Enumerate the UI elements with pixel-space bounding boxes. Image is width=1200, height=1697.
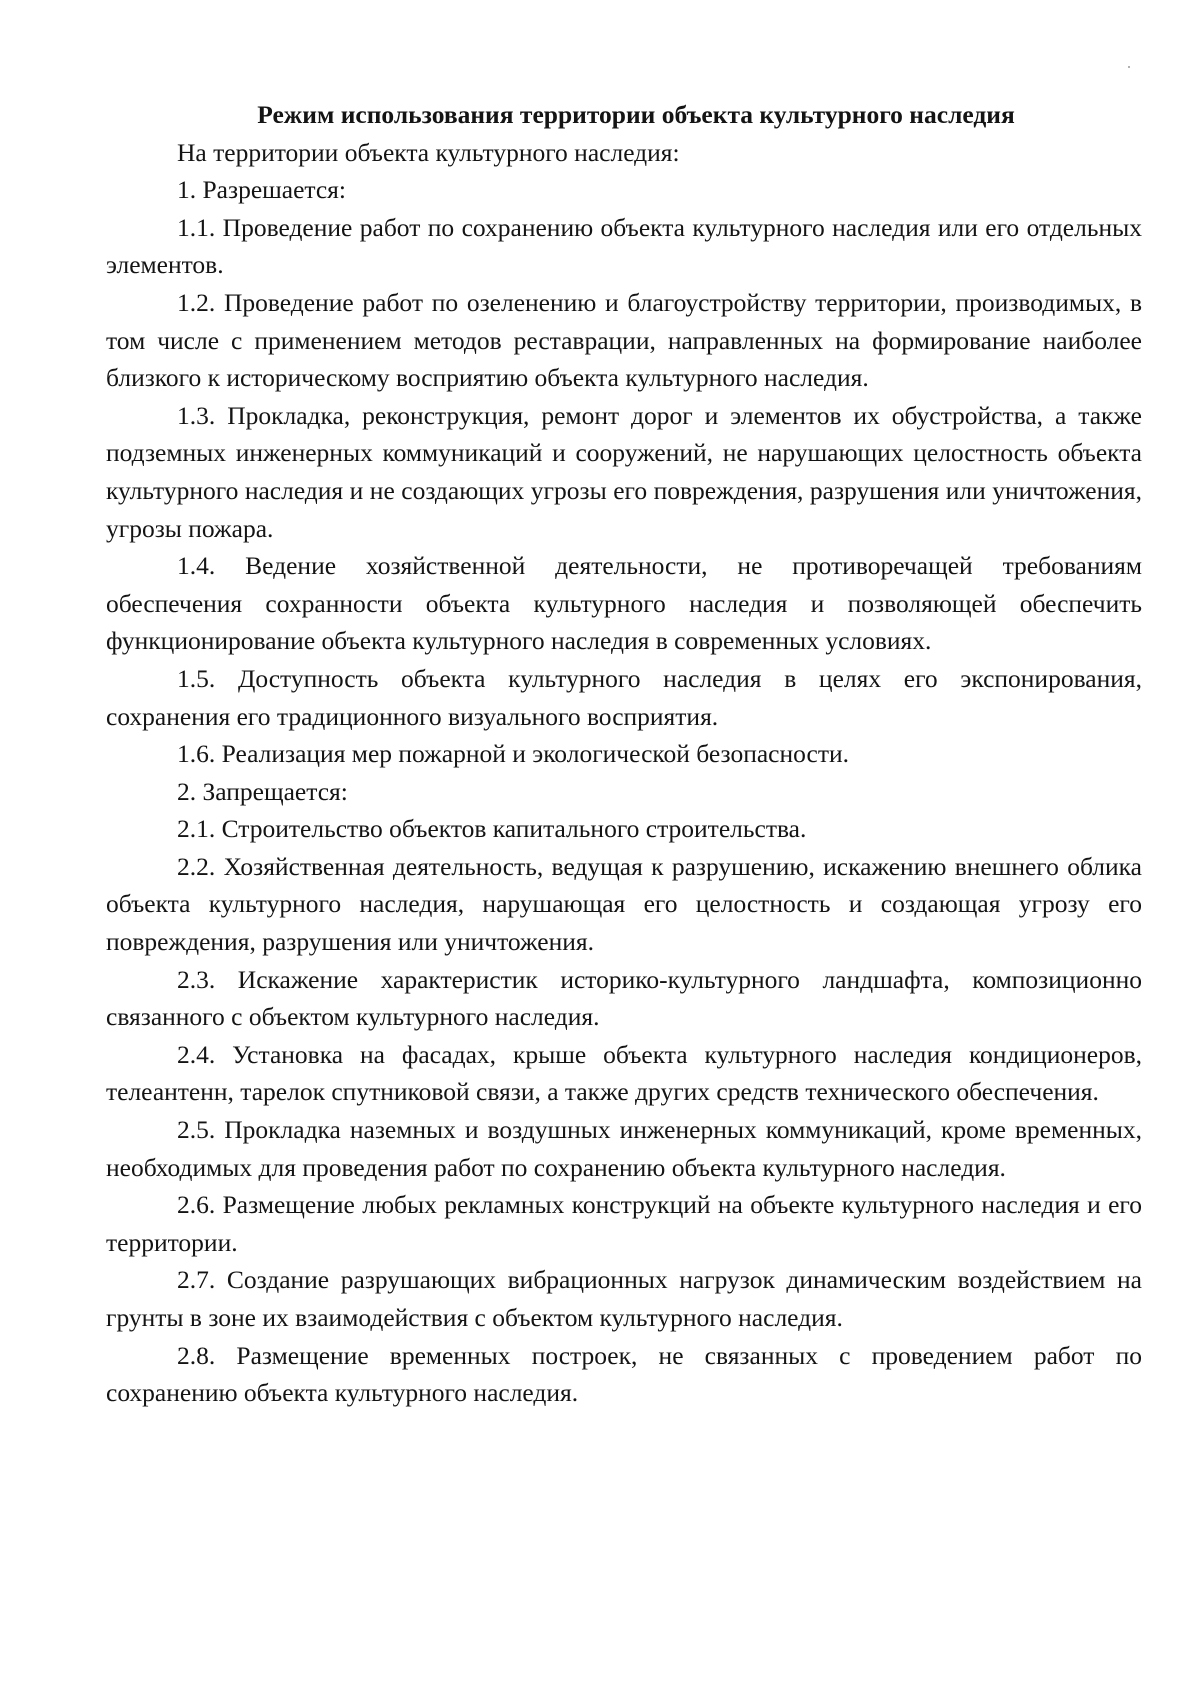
section-heading-prohibited: 2. Запрещается: — [177, 776, 348, 806]
section-heading-permitted: 1. Разрешается: — [177, 175, 346, 205]
clause-1-4: 1.4. Ведение хозяйственной деятельности, не противоречащей требованиям обеспечения сохранности объекта культурного наследия и позволяющей обеспечить функционирование объекта культурного наследия в современных условиях. — [106, 551, 1142, 656]
document-body — [106, 96, 1142, 1412]
clause-1-3: 1.3. Прокладка, реконструкция, ремонт дорог и элементов их обустройства, а также подземных инженерных коммуникаций и сооружений, не нарушающих целостность объекта культурного наследия и не создающих угрозы его повреждения, разрушения или уничтожения, угрозы пожара. — [106, 400, 1142, 543]
clause-1-1: 1.1. Проведение работ по сохранению объекта культурного наследия или его отдельных элементов. — [106, 212, 1142, 280]
clause-2-7: 2.7. Создание разрушающих вибрационных нагрузок динамическим воздействием на грунты в зоне их взаимодействия с объектом культурного наследия. — [106, 1265, 1142, 1332]
clause-1-2: 1.2. Проведение работ по озеленению и благоустройству территории, производимых, в том числе с применением методов реставрации, направленных на формирование наиболее близкого к историческому восприятию объекта культурного наследия. — [106, 287, 1142, 393]
clause-1-5: 1.5. Доступность объекта культурного наследия в целях его экспонирования, сохранения его традиционного визуального восприятия. — [106, 663, 1142, 731]
clause-2-6: 2.6. Размещение любых рекламных конструкций на объекте культурного наследия и его территории. — [106, 1190, 1142, 1257]
clause-2-3: 2.3. Искажение характеристик историко-культурного ландшафта, композиционно связанного с объектом культурного наследия. — [106, 964, 1142, 1032]
clause-1-6: 1.6. Реализация мер пожарной и экологической безопасности. — [177, 739, 850, 769]
clause-2-8: 2.8. Размещение временных построек, не связанных с проведением работ по сохранению объекта культурного наследия. — [106, 1340, 1142, 1408]
clause-2-5: 2.5. Прокладка наземных и воздушных инженерных коммуникаций, кроме временных, необходимых для проведения работ по сохранению объекта культурного наследия. — [106, 1115, 1142, 1182]
paragraph-intro: На территории объекта культурного наследия: — [177, 137, 680, 167]
clause-2-1: 2.1. Строительство объектов капитального строительства. — [177, 814, 807, 844]
scan-speck — [1128, 66, 1130, 68]
clause-2-2: 2.2. Хозяйственная деятельность, ведущая к разрушению, искажению внешнего облика объекта культурного наследия, нарушающая его целостность и создающая угрозу его повреждения, разрушения или уничтожения. — [106, 851, 1142, 957]
document-title: Режим использования территории объекта культурного наследия — [257, 100, 1015, 129]
clause-2-4: 2.4. Установка на фасадах, крыше объекта культурного наследия кондиционеров, телеантенн, тарелок спутниковой связи, а также других средств технического обеспечения. — [106, 1039, 1142, 1107]
